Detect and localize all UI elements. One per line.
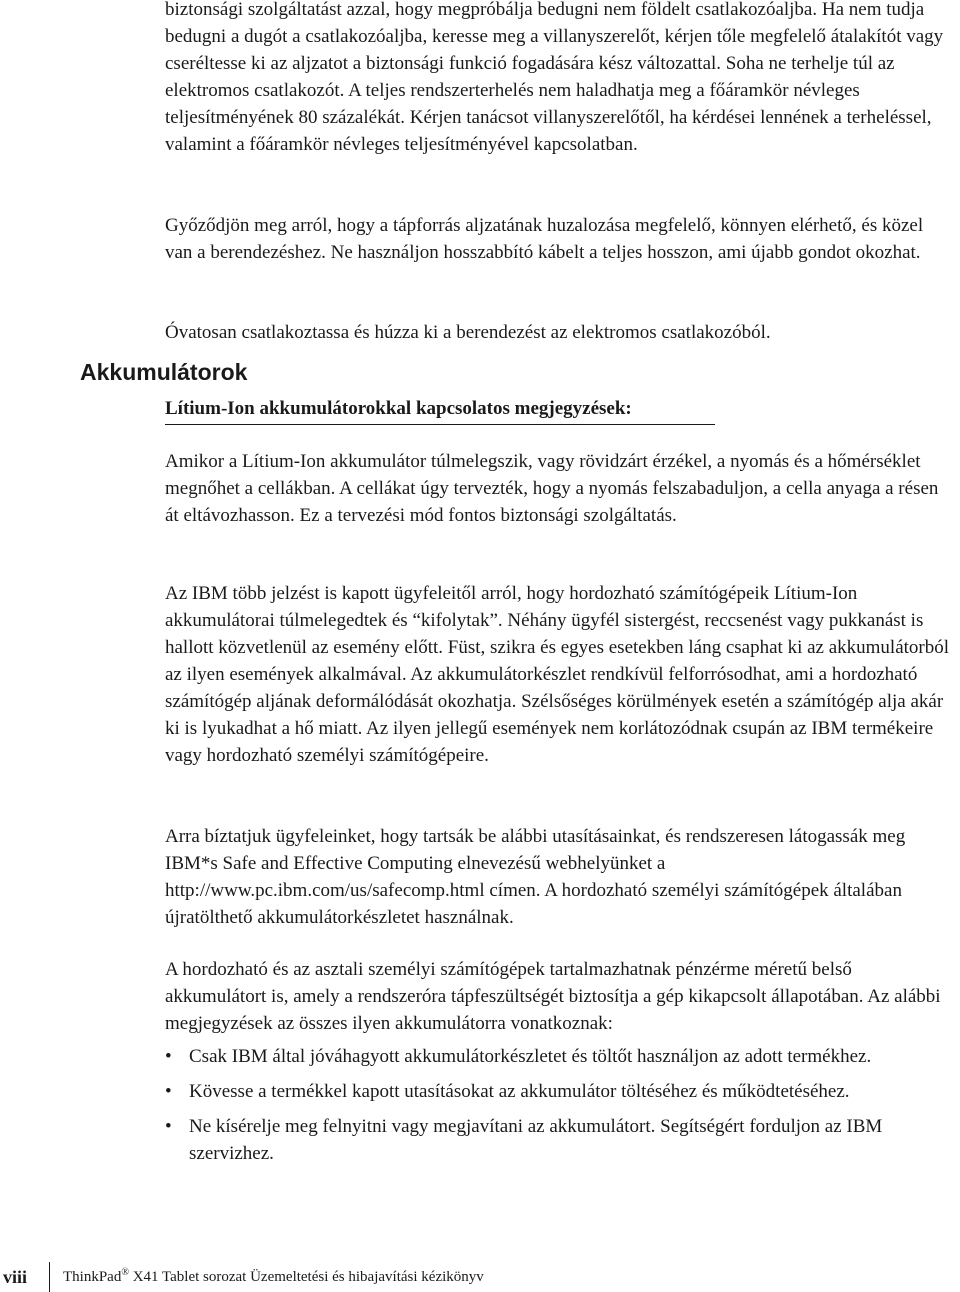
paragraph-intro: biztonsági szolgáltatást azzal, hogy megpróbálja bedugni nem földelt csatlakozóaljba. Ha nem tudja bedugni a dugót a csatlakozóaljba, keresse meg a villanyszerelőt, kérjen tőle megfelelő átalakítót vagy cseréltesse ki az aljzatot a biztonsági funkció fogadására kész változattal. Soha ne terhelje túl az elektromos csatlakozót. A teljes rendszerterhelés nem haladhatja meg a főáramkör névleges teljesítményének 80 százalékát. Kérjen tanácsot villanyszerelőtől, ha kérdései lennének a terheléssel, valamint a főáramkör névleges teljesítményével kapcsolatban. [165, 0, 944, 155]
footer-title-text: X41 Tablet sorozat Üzemeltetési és hibajavítási kézikönyv [128, 1269, 484, 1285]
bullet-icon: • [165, 1081, 172, 1102]
registered-mark: ® [121, 1267, 129, 1278]
list-item-text: Csak IBM által jóváhagyott akkumulátorkészletet és töltőt használjon az adott termékhez. [189, 1046, 872, 1067]
subheading-lithium-ion: Lítium-Ion akkumulátorokkal kapcsolatos megjegyzések: [165, 395, 715, 425]
footer-title [63, 1269, 484, 1286]
list-item-text: Kövesse a termékkel kapott utasításokat az akkumulátor töltéséhez és működtetéséhez. [189, 1081, 850, 1102]
page-number: viii [3, 1267, 28, 1287]
paragraph-overheating: Amikor a Lítium-Ion akkumulátor túlmelegszik, vagy rövidzárt érzékel, a nyomás és a hőmérséklet megnőhet a cellákban. A cellákat úgy tervezték, hogy a nyomás felszabaduljon, a cella anyaga a résen át eltávozhasson. Ez a tervezési mód fontos biztonsági szolgáltatás. [165, 451, 939, 526]
paragraph-plugging: Óvatosan csatlakoztassa és húzza ki a berendezést az elektromos csatlakozóból. [165, 322, 771, 343]
bullet-icon: • [165, 1116, 172, 1137]
list-item-text: Ne kísérelje meg felnyitni vagy megjavítani az akkumulátort. Segítségért forduljon az IBM szervizhez. [189, 1116, 883, 1164]
bullet-icon: • [165, 1046, 172, 1067]
footer-divider [49, 1262, 50, 1292]
footer-brand: ThinkPad [63, 1269, 122, 1285]
list-item [165, 1043, 955, 1070]
list-item [165, 1113, 955, 1167]
paragraph-coin-battery: A hordozható és az asztali személyi számítógépek tartalmazhatnak pénzérme méretű belső akkumulátort is, amely a rendszeróra tápfeszültségét biztosítja a gép kikapcsolt állapotában. Az alábbi megjegyzések az összes ilyen akkumulátorra vonatkoznak: [165, 959, 941, 1034]
bullet-list [165, 1043, 955, 1175]
page-footer [0, 1262, 960, 1292]
paragraph-wiring: Győződjön meg arról, hogy a tápforrás aljzatának huzalozása megfelelő, könnyen elérhető, és közel van a berendezéshez. Ne használjon hosszabbító kábelt a teljes hosszon, ami újabb gondot okozhat. [165, 215, 924, 263]
section-heading: Akkumulátorok [80, 359, 248, 385]
paragraph-reports: Az IBM több jelzést is kapott ügyfeleitől arról, hogy hordozható számítógépeik Lítium-Ion akkumulátorai túlmelegedtek és “kifolytak”. Néhány ügyfél sistergést, reccsenést vagy pukkanást is hallott közvetlenül az esemény előtt. Füst, szikra és egyes esetekben láng csaphat ki az akkumulátorból az ilyen események alkalmával. Az akkumulátorkészlet rendkívül felforrósodhat, ami a hordozható számítógép aljának deformálódását okozhatja. Szélsőséges körülmények esetén a számítógép alja akár ki is lyukadhat a hő miatt. Az ilyen jellegű események nem korlátozódnak csupán az IBM termékeire vagy hordozható személyi számítógépeire. [165, 583, 950, 766]
list-item [165, 1078, 955, 1105]
paragraph-website: Arra bíztatjuk ügyfeleinket, hogy tartsák be alábbi utasításainkat, és rendszeresen látogassák meg IBM*s Safe and Effective Computing elnevezésű webhelyünket a http://www.pc.ibm.com/us/safecomp.html címen. A hordozható személyi számítógépek általában újratölthető akkumulátorkészletet használnak. [165, 826, 906, 928]
